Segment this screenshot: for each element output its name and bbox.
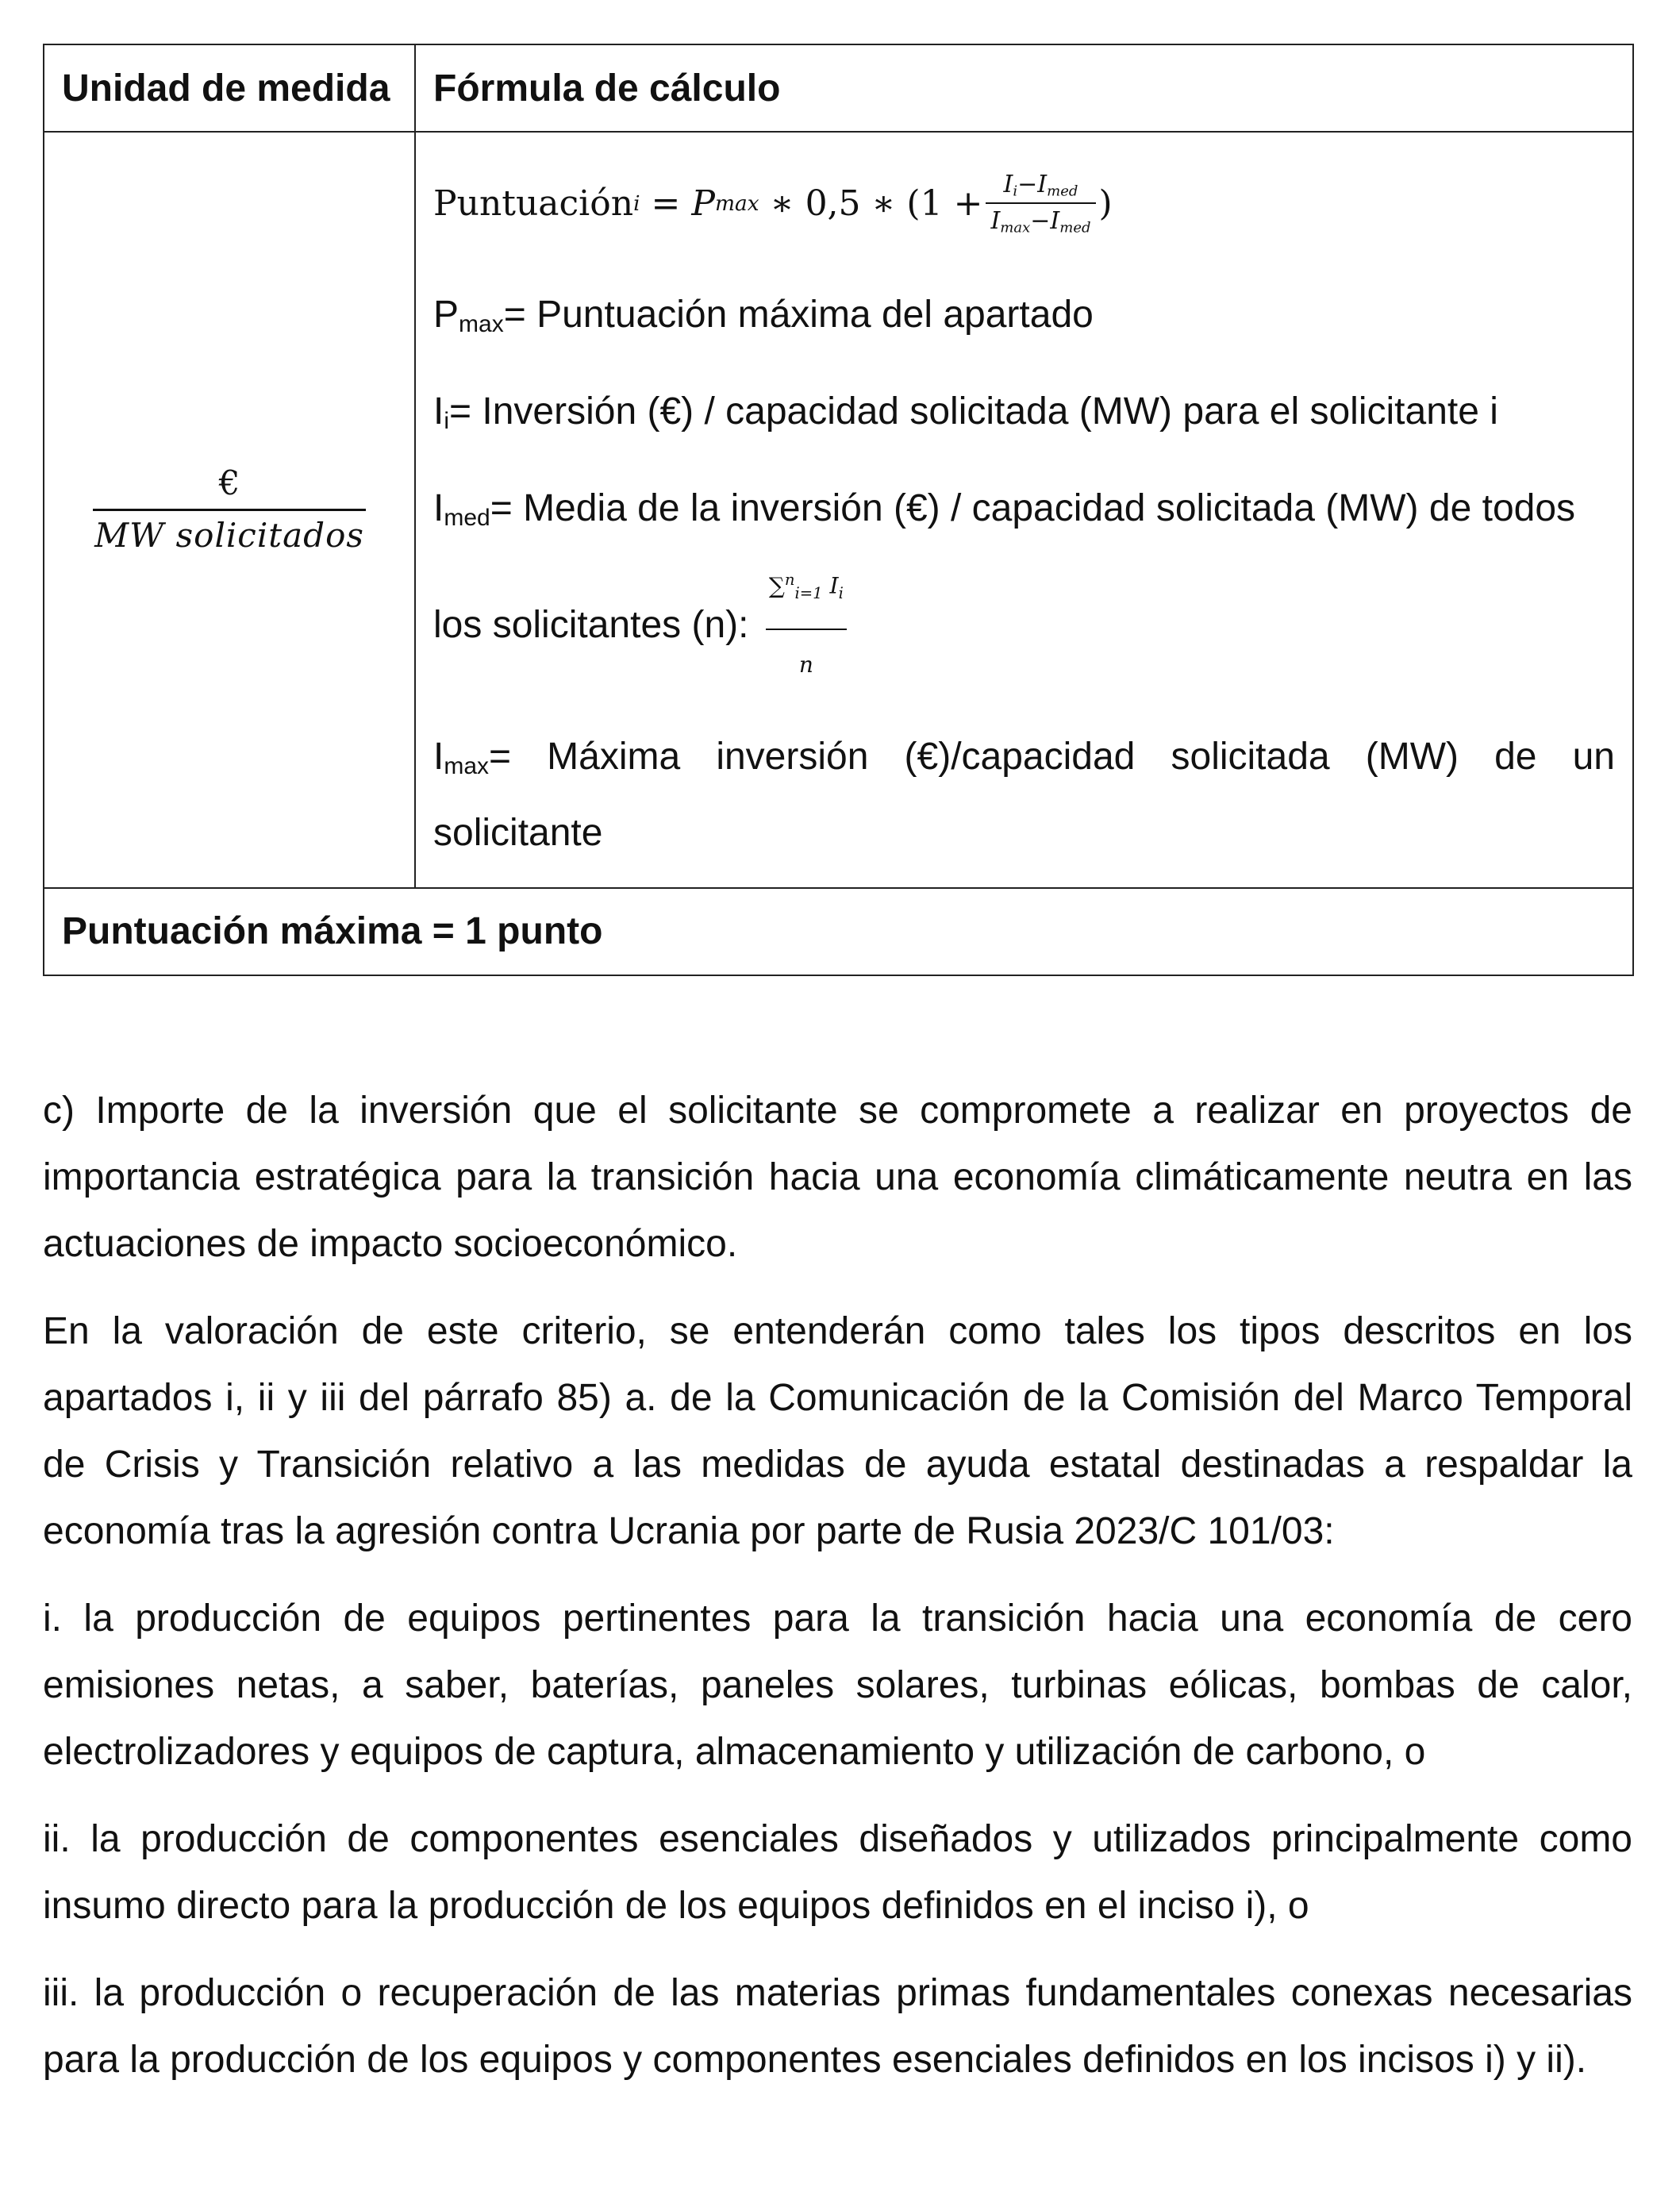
score-formula (433, 156, 1615, 250)
list-item-i: i. la producción de equipos pertinentes para la transición hacia una economía de cero emisiones netas, a saber, baterías, paneles solares, turbinas eólicas, bombas de calor, electrolizadores y equipos de captura, almacenamiento y utilización de carbono, o (43, 1597, 1632, 1773)
table-body-row (44, 132, 1633, 888)
formula-p-sub: max (715, 190, 759, 216)
formula-middle: ∗ 0,5 ∗ (1 + (770, 183, 983, 224)
list-item-iii: iii. la producción o recuperación de las materias primas fundamentales conexas necesarias para la producción de los equipos y componentes esenciales definidos en los incisos i) y ii). (43, 1971, 1632, 2081)
unit-denominator: MW solicitados (94, 515, 364, 555)
mean-numerator: ∑$^n_{i=1}$ $I_i$ (766, 547, 847, 630)
header-formula: Fórmula de cálculo (415, 44, 1633, 132)
mean-denominator: n (798, 651, 813, 678)
definition-imax: $I_{max}=$ Máxima inversión (€)/capacidad solicitada (MW) de un solicitante (433, 735, 1615, 854)
table-header-row (44, 44, 1633, 132)
list-item-ii: ii. la producción de componentes esenciales diseñados y utilizados principalmente como insumo directo para la producción de los equipos definidos en el inciso i), o (43, 1817, 1632, 1927)
header-unit: Unidad de medida (44, 44, 415, 132)
definition-pmax: $P_{max}=$ Puntuación máxima del apartado (433, 294, 1094, 337)
formula-denominator: $I_{max}-I_{med}$ (986, 202, 1095, 236)
body-text (43, 1078, 1632, 2093)
scoring-table (43, 44, 1634, 976)
unit-cell (44, 132, 415, 888)
paragraph-valoracion: En la valoración de este criterio, se entenderán como tales los tipos descritos en los apartados i, ii y iii del párrafo 85) a. de la Comunicación de la Comisión del Marco Temporal de Crisis y Transición relativo a las medidas de ayuda estatal destinadas a respaldar la economía tras la agresión contra Ucrania por parte de Rusia 2023/C 101/03: (43, 1309, 1632, 1552)
formula-numerator: $I_i-I_{med}$ (1003, 170, 1078, 199)
definition-ii: $I_i=$ Inversión (€) / capacidad solicitada (MW) para el solicitante i (433, 390, 1498, 434)
unit-numerator: € (218, 463, 240, 502)
max-score: Puntuación máxima = 1 punto (44, 888, 1633, 975)
formula-lhs: Puntuación (433, 183, 634, 224)
formula-cell (415, 132, 1633, 888)
formula-equals: = (651, 183, 681, 224)
paragraph-c: c) Importe de la inversión que el solicitante se compromete a realizar en proyectos de importancia estratégica para la transición hacia una economía climáticamente neutra en las actuaciones de impacto socioeconómico. (43, 1089, 1632, 1265)
unit-fraction (93, 463, 366, 555)
definition-imed: $I_{med}=$ Media de la inversión (€) / capacidad solicitada (MW) de todos los solicitantes (n): $\frac{\sum^n_{i=1} I_i}{n}$ (433, 475, 1615, 703)
document-page (43, 44, 1632, 2114)
mean-fraction (766, 547, 847, 698)
formula-lhs-sub: i (633, 190, 640, 216)
table-footer-row (44, 888, 1633, 975)
formula-fraction (986, 171, 1095, 236)
formula-p: P (691, 183, 716, 224)
formula-close: ) (1098, 183, 1113, 224)
